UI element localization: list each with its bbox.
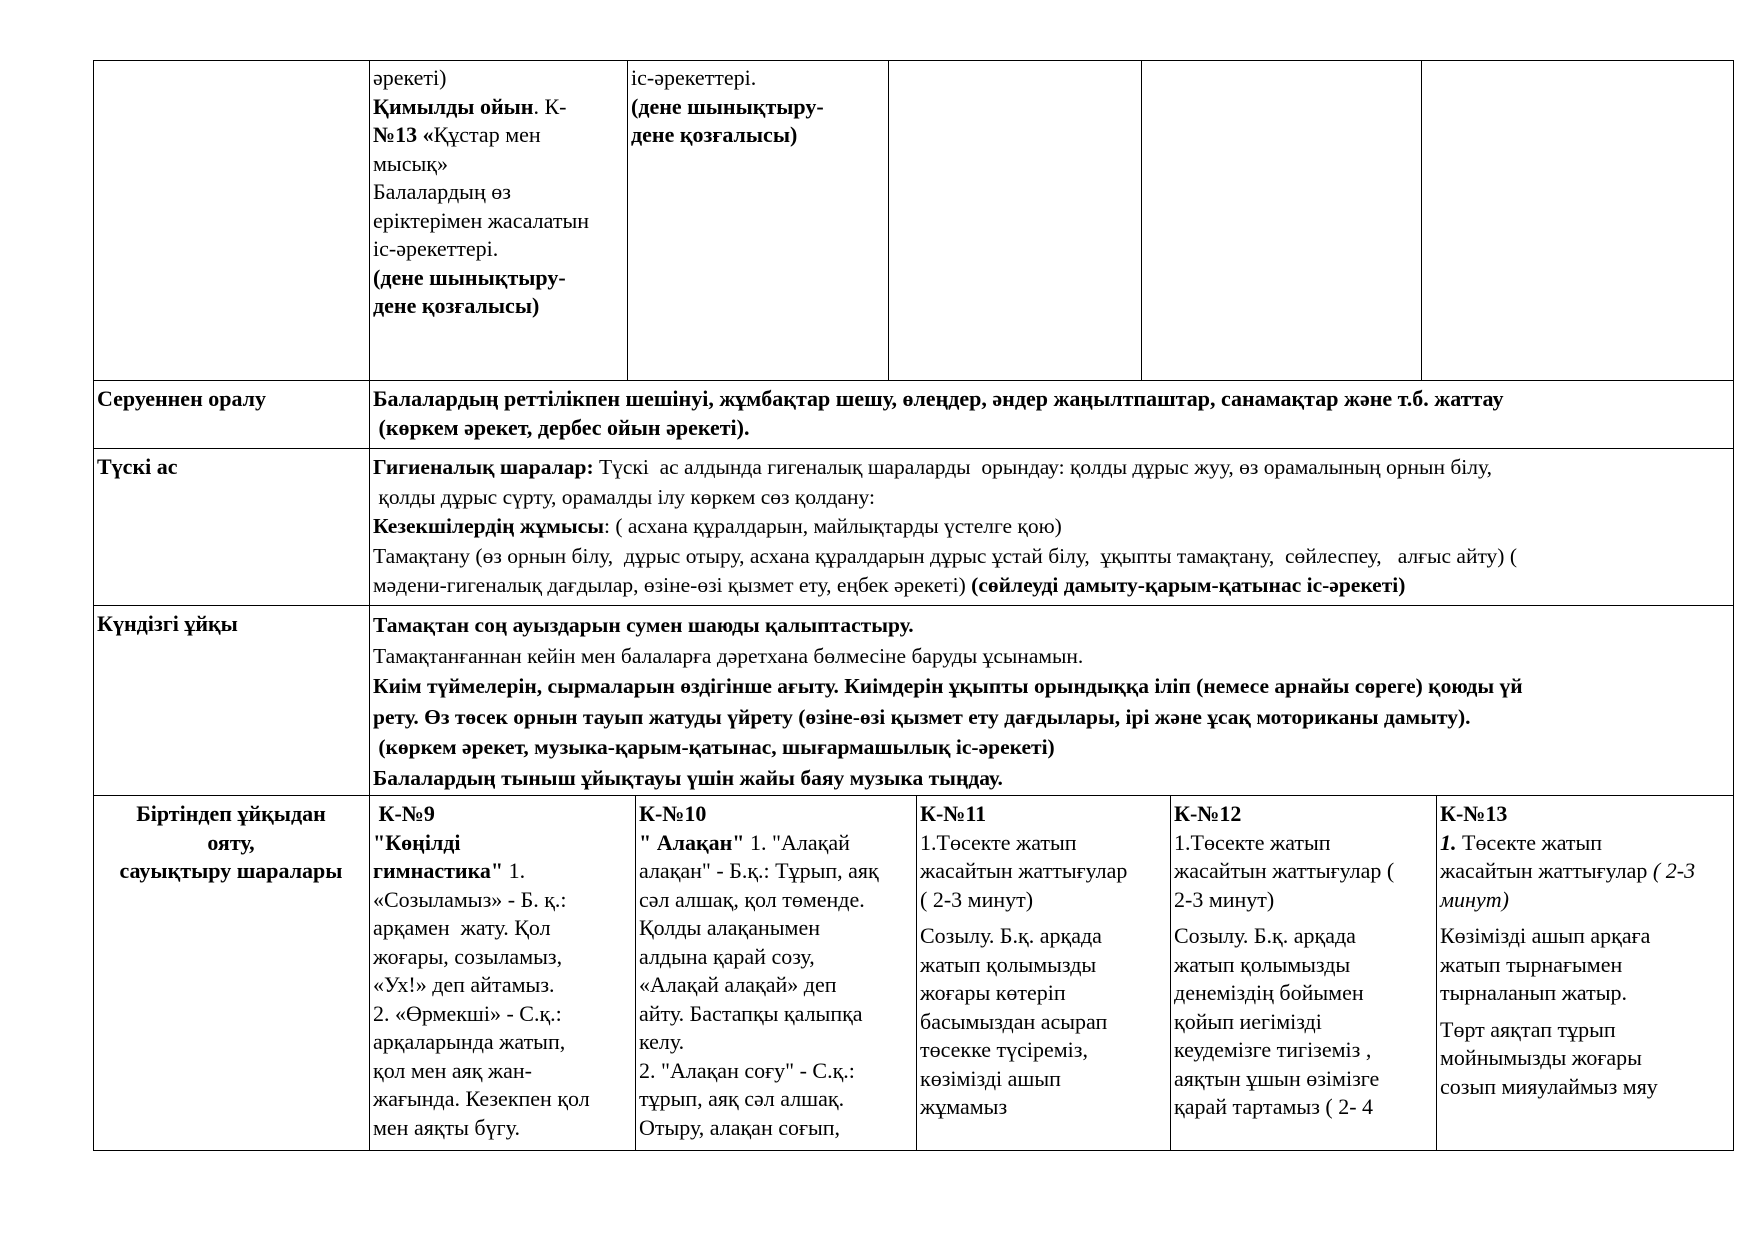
text-line: 1.Төсекте жатып	[1174, 829, 1331, 855]
text-line: жасайтын жаттығулар	[920, 858, 1128, 883]
text-line: Тамақтан соң ауыздарын сумен шаюды қалыптастыру.	[373, 613, 914, 637]
row-divider	[93, 795, 1734, 796]
text-line: К-№10	[639, 801, 707, 826]
text-line: (көркем әрекет, музыка-қарым-қатынас, шығармашылық іс-әрекеті)	[373, 735, 1055, 759]
text-line: ояту,	[207, 829, 255, 855]
text-line: қол мен аяқ жан-	[373, 1057, 532, 1083]
text-span: . К-	[533, 93, 567, 119]
text-line: (көркем әрекет, дербес ойын әрекеті).	[373, 414, 750, 440]
text-line: ( 2-3 минут)	[920, 886, 1034, 912]
text-line: басымыздан асырап	[920, 1008, 1108, 1034]
row1-cell-2	[369, 62, 627, 380]
text-line: 2. "Алақан соғу" - С.қ.:	[639, 1057, 855, 1083]
text-line: «Созыламыз» - Б. қ.:	[373, 886, 567, 912]
text-line: алақан" - Б.қ.: Тұрып, аяқ	[639, 858, 879, 883]
text-line: еріктерімен жасалатын	[373, 207, 590, 233]
text-line: Киім түймелерін, сырмаларын өздігінше ағыту. Киімдерін ұқыпты орындыққа іліп (немесе арнайы сөреге) қоюды үй	[373, 674, 1523, 698]
text-line	[1440, 829, 1730, 858]
row-divider	[93, 605, 1734, 606]
row-divider	[93, 380, 1734, 381]
text-line: дене қозғалысы)	[631, 122, 798, 147]
row-label-return-from-walk: Серуеннен оралу	[97, 386, 267, 411]
text-line: қарай тартамыз ( 2- 4	[1174, 1094, 1374, 1119]
text-line: айту. Бастапқы қалыпқа	[639, 1000, 863, 1026]
row-label-lunch: Түскі ас	[97, 454, 178, 479]
text-line: тырналанып жатыр.	[1440, 980, 1627, 1005]
text-line: жоғары көтеріп	[920, 980, 1066, 1005]
text-line: денеміздің бойымен	[1174, 980, 1364, 1005]
bold-text: №13 «	[373, 122, 434, 147]
text-line: әрекеті)	[373, 65, 447, 90]
text-line: Балалардың тыныш ұйықтауы үшін жайы баяу музыка тыңдау.	[373, 765, 1003, 790]
row5-cell-k12	[1170, 798, 1436, 1151]
text-line: Төрт аяқтап тұрып	[1440, 1016, 1616, 1042]
text-line: 1.Төсекте жатып	[920, 829, 1077, 855]
bold-text: Қимылды ойын	[373, 93, 534, 119]
row5-cell-k9	[369, 798, 635, 1151]
text-line: арқаларында жатып,	[373, 1029, 566, 1054]
text-span: Құстар мен	[433, 122, 541, 147]
bold-text: гимнастика"	[373, 858, 504, 883]
text-line	[373, 857, 631, 886]
text-line: 2-3 минут)	[1174, 886, 1275, 912]
text-line: 2. «Өрмекші» - С.қ.:	[373, 1000, 562, 1026]
text-line	[373, 571, 1730, 601]
text-line: созып мияулаймыз мяу	[1440, 1073, 1658, 1099]
text-line: жоғары, созыламыз,	[373, 943, 563, 969]
text-line: (дене шынықтыру-	[631, 93, 824, 119]
text-line: сауықтыру шаралары	[119, 858, 343, 883]
row1-cell-3	[627, 62, 888, 380]
bold-italic-number: 1.	[1440, 829, 1457, 855]
bold-text: " Алақан"	[639, 829, 745, 855]
row5-cell-k13	[1436, 798, 1734, 1151]
row3-content	[369, 451, 1734, 605]
row-label-daytime-sleep: Күндізгі ұйқы	[97, 611, 238, 636]
text-line: келу.	[639, 1029, 685, 1054]
text-span: мәдени-гигеналық дағдылар, өзіне-өзі қызмет ету, еңбек әрекеті)	[373, 573, 972, 597]
text-line: дене қозғалысы)	[373, 293, 540, 318]
text-line	[373, 512, 1730, 542]
column-divider	[1141, 60, 1142, 380]
text-line: арқамен жату. Қол	[373, 915, 551, 940]
text-line: «Алақай алақай» деп	[639, 972, 837, 997]
text-line: жатып қолымызды	[1174, 951, 1351, 977]
text-line: Қолды алақанымен	[639, 915, 821, 940]
text-line: кеудемізге тигіземіз ,	[1174, 1037, 1372, 1062]
text-line: К-№12	[1174, 801, 1242, 826]
text-line: Созылу. Б.қ. арқада	[920, 923, 1102, 948]
text-line: Тамақтанғаннан кейін мен балаларға дәретхана бөлмесіне баруды ұсынамын.	[373, 643, 1084, 668]
row4-content	[369, 608, 1734, 795]
text-span: : ( асхана құралдарын, майлықтарды үстелге қою)	[604, 514, 1062, 538]
text-line: жасайтын жаттығулар (	[1174, 858, 1395, 883]
bold-text: Гигиеналық шаралар:	[373, 455, 594, 479]
bold-text: (сөйлеуді дамыту-қарым-қатынас іс-әрекеті)	[971, 573, 1406, 597]
text-line: мен аяқты бүгу.	[373, 1114, 520, 1140]
text-line: минут)	[1440, 886, 1509, 912]
text-line: «Ух!» деп айтамыз.	[373, 972, 555, 997]
text-line: Созылу. Б.қ. арқада	[1174, 923, 1356, 948]
text-line: К-№13	[1440, 801, 1508, 826]
text-span: Түскі ас алдында гигеналық шараларды орындау: қолды дұрыс жуу, өз орамалының орнын білу,	[593, 455, 1492, 479]
column-divider	[1421, 60, 1422, 380]
text-span: 1.	[503, 858, 526, 883]
text-line: "Көңілді	[373, 829, 461, 855]
text-line: Тамақтану (өз орнын білу, дұрыс отыру, асхана құралдарын дұрыс ұстай білу, ұқыпты тамақтану, сөйлеспеу, алғыс айту) (	[373, 543, 1518, 568]
text-line: сәл алшақ, қол төменде.	[639, 886, 865, 912]
text-span: Төсекте жатып	[1456, 829, 1603, 855]
text-line	[1440, 857, 1730, 886]
text-line: Балалардың реттілікпен шешінуі, жұмбақтар шешу, өлеңдер, әндер жаңылтпаштар, санамақтар және т.б. жаттау	[373, 386, 1504, 411]
text-line: қолды дұрыс сүрту, орамалды ілу көркем сөз қолдану:	[373, 484, 875, 509]
text-line: жатып тырнағымен	[1440, 951, 1623, 977]
row-label-gradual-wakeup	[93, 798, 369, 1151]
text-line: алдына қарай созу,	[639, 943, 815, 969]
text-line: К-№11	[920, 801, 987, 826]
text-line: жағында. Кезекпен қол	[373, 1086, 590, 1111]
row2-content	[369, 383, 1734, 448]
text-line: (дене шынықтыру-	[373, 264, 566, 290]
row-divider	[93, 448, 1734, 449]
text-line: іс-әрекеттері.	[373, 236, 499, 261]
text-line: К-№9	[373, 801, 435, 826]
italic-text: ( 2-3	[1652, 858, 1696, 883]
text-line: тұрып, аяқ сәл алшақ.	[639, 1086, 845, 1111]
text-line: Балалардың өз	[373, 179, 511, 204]
bold-text: Кезекшілердің жұмысы	[373, 514, 604, 538]
text-line: төсекке түсіреміз,	[920, 1037, 1088, 1062]
text-line	[373, 453, 1730, 483]
text-line: аяқтын ұшын өзімізге	[1174, 1065, 1380, 1091]
text-line: жұмамыз	[920, 1094, 1008, 1119]
text-line: мойнымызды жоғары	[1440, 1045, 1642, 1070]
text-line: көзімізді ашып	[920, 1065, 1061, 1091]
text-line: Көзімізді ашып арқаға	[1440, 923, 1651, 948]
text-line: Отыру, алақан соғып,	[639, 1114, 841, 1140]
text-line: жатып қолымызды	[920, 951, 1097, 977]
text-line	[373, 121, 623, 150]
text-span: жасайтын жаттығулар	[1440, 858, 1653, 883]
row5-cell-k11	[916, 798, 1170, 1151]
text-line: іс-әрекеттері.	[631, 65, 757, 90]
text-line	[639, 829, 912, 858]
row5-cell-k10	[635, 798, 916, 1151]
text-line: қойып иегімізді	[1174, 1008, 1322, 1034]
column-divider	[888, 60, 889, 380]
text-line: Біртіндеп ұйқыдан	[136, 801, 326, 826]
text-line: рету. Өз төсек орнын тауып жатуды үйрету (өзіне-өзі қызмет ету дағдылары, ірі және ұсақ моториканы дамыту).	[373, 704, 1471, 729]
text-line	[373, 93, 623, 122]
text-span: 1. "Алақай	[744, 829, 850, 855]
text-line: мысық»	[373, 150, 448, 176]
